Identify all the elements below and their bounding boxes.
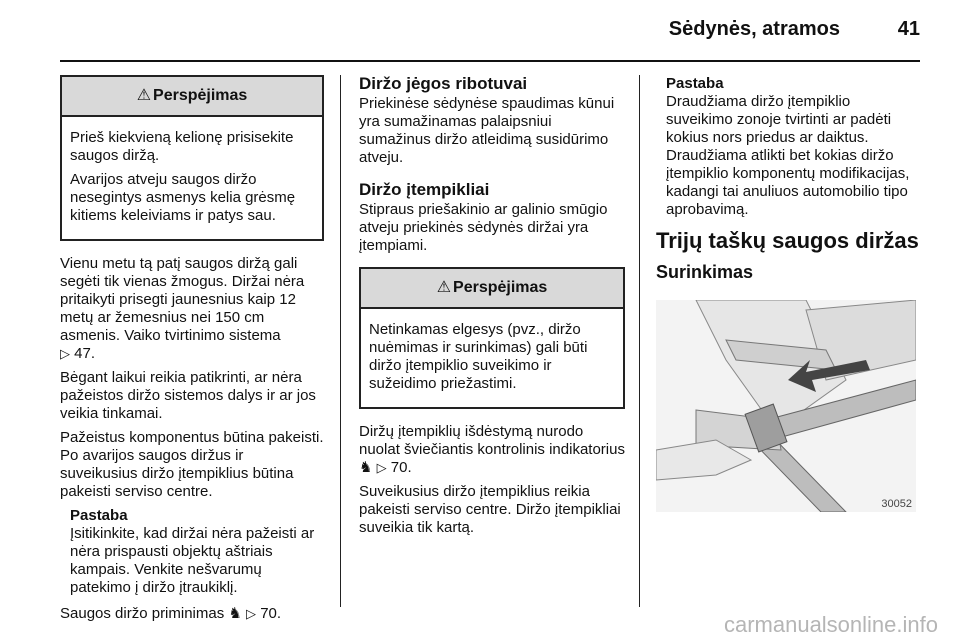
paragraph: Stipraus priešakinio ar galinio smūgio atveju priekinės sėdynės diržai yra įtempiami. [359,201,608,254]
warning-text: Netinkamas elgesys (pvz., diržo nuėmimas ir surinkimas) gali būti diržo įtempiklio suveikimo ir sužeidimo priežastimi. [369,321,588,392]
section-heading: Trijų taškų saugos diržas [656,228,919,253]
warning-body [62,117,322,239]
warning-icon: ⚠ [136,87,152,104]
subheading: Surinkimas [656,262,754,282]
note-title: Pastaba [70,507,128,524]
column-divider-1 [340,75,341,607]
column-1 [60,75,324,629]
paragraph: Priekinėse sėdynėse spaudimas kūnui yra sumažinamas palaipsniui sumažinus diržo atleidimą susidūrimo atveju. [359,95,615,166]
warning-header [361,269,623,309]
page-reference-icon: ▷ [376,460,387,475]
warning-box [359,267,625,409]
page-reference[interactable]: 70. [260,605,282,622]
seatbelt-illustration-svg [656,300,916,512]
warning-text-2: Avarijos atveju saugos diržo nesegintys asmenys kelia grėsmę kitiems keleiviams ir patys sau. [70,171,296,224]
column-2 [359,75,625,543]
seatbelt-assembly-illustration [656,300,916,512]
page-reference-icon: ▷ [246,606,257,621]
page-reference-icon: ▷ [60,346,70,361]
paragraph: Diržų įtempiklių išdėstymą nurodo nuolat šviečiantis kontrolinis indikatorius ♞ ▷ 70. [359,423,625,476]
watermark: carmanualsonline.info [723,612,938,637]
paragraph: Vienu metu tą patį saugos diržą gali segėti tik vienas žmogus. Diržai nėra pritaikyti prisegti jaunesnius kaip 12 metų ar žemesnius nei 150 cm asmenis. Vaiko tvirtinimo sistema ▷ 47. [60,255,305,362]
paragraph: Bėgant laikui reikia patikrinti, ar nėra pažeistos diržo sistemos dalys ir ar jos veikia tinkamai. [60,369,316,422]
warning-box [60,75,324,241]
heading: Diržo įtempikliai [359,180,490,199]
warning-icon: ⚠ [436,279,452,296]
page-reference[interactable]: 47. [74,345,96,362]
header-rule [60,60,920,62]
page-number: 41 [897,18,920,40]
warning-text-1: Prieš kiekvieną kelionę prisisekite saugos diržą. [70,129,294,164]
warning-header [62,77,322,117]
paragraph: Pažeistus komponentus būtina pakeisti. Po avarijos saugos diržus ir suveikusius diržo įtempiklius būtina pakeisti serviso centre. [60,429,324,500]
note-title: Pastaba [666,75,724,92]
column-divider-2 [639,75,640,607]
pretensioner-indicator-icon: ♞ [359,459,373,476]
column-3 [656,75,920,289]
note-text: Draudžiama diržo įtempiklio suveikimo zonoje tvirtinti ar padėti kokius nors priedus ar daiktus. Draudžiama atlikti bet kokias diržo įtempiklio komponentų modifikacijas, kadangi tai anuliuos automobilio tipo aprobavimą. [666,93,910,218]
page-header [0,16,960,46]
warning-title: Perspėjimas [153,87,248,104]
heading: Diržo jėgos ribotuvai [359,74,528,93]
section-title: Sėdynės, atramos [668,18,840,40]
warning-title: Perspėjimas [453,279,548,296]
seatbelt-reminder-icon: ♞ [228,605,242,622]
warning-body [361,309,623,407]
page-reference[interactable]: 70. [390,459,412,476]
note-text: Įsitikinkite, kad diržai nėra pažeisti ar nėra prispausti objektų aštriais kampais. Venkite nešvarumų patekimo į diržo įtraukiklį. [70,525,315,596]
paragraph: Suveikusius diržo įtempiklius reikia pakeisti serviso centre. Diržo įtempikliai suveikia tik kartą. [359,483,621,536]
paragraph: Saugos diržo priminimas ♞ ▷ 70. [60,605,282,622]
note-box [656,75,920,219]
figure-code: 30052 [881,498,912,510]
note-box [60,507,324,597]
